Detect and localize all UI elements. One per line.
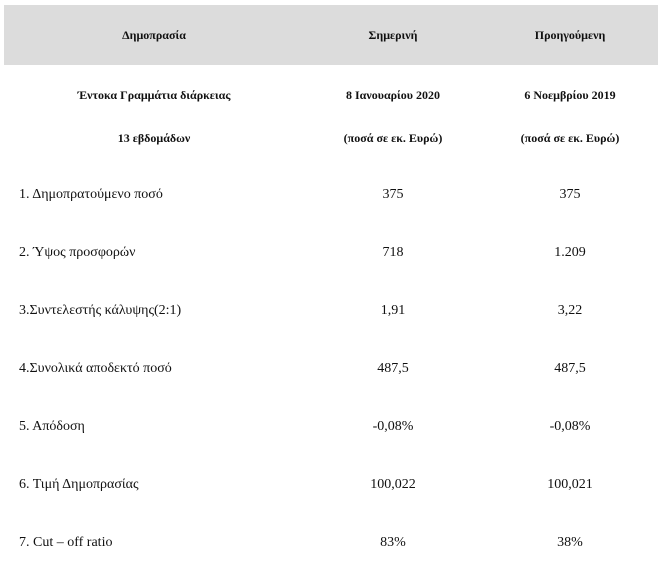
header-current: Σημερινή: [368, 28, 418, 42]
row-label: 3.Συντελεστής κάλυψης(2:1): [19, 303, 182, 318]
row-previous-value: 100,021: [547, 477, 593, 492]
subheader-instrument: Έντοκα Γραμμάτια διάρκειας: [77, 88, 231, 102]
row-current-value: 83%: [380, 535, 406, 550]
row-current-value: 375: [382, 187, 404, 202]
row-label: 1. Δημοπρατούμενο ποσό: [19, 187, 163, 202]
row-current-value: 718: [382, 245, 404, 260]
header-auction: Δημοπρασία: [122, 28, 186, 42]
row-previous-value: 1.209: [554, 245, 586, 260]
row-label: 5. Απόδοση: [19, 419, 85, 434]
row-previous-value: 375: [559, 187, 581, 202]
header-previous: Προηγούμενη: [534, 28, 606, 42]
subheader-previous-unit: (ποσά σε εκ. Ευρώ): [520, 131, 620, 145]
row-label: 6. Τιμή Δημοπρασίας: [19, 477, 139, 492]
subheader-current-date: 8 Ιανουαρίου 2020: [345, 88, 441, 102]
subheader-previous-date: 6 Νοεμβρίου 2019: [524, 88, 616, 102]
row-current-value: 487,5: [377, 361, 409, 376]
row-current-value: 100,022: [370, 477, 416, 492]
row-previous-value: 3,22: [557, 303, 583, 318]
row-label: 2. Ύψος προσφορών: [19, 245, 136, 260]
row-current-value: 1,91: [380, 303, 406, 318]
row-previous-value: 487,5: [554, 361, 586, 376]
row-label: 4.Συνολικά αποδεκτό ποσό: [19, 361, 172, 376]
subheader-current-unit: (ποσά σε εκ. Ευρώ): [343, 131, 443, 145]
row-previous-value: 38%: [557, 535, 583, 550]
row-current-value: -0,08%: [372, 419, 414, 434]
row-label: 7. Cut – off ratio: [19, 535, 113, 550]
subheader-duration: 13 εβδομάδων: [117, 131, 191, 145]
row-previous-value: -0,08%: [549, 419, 591, 434]
